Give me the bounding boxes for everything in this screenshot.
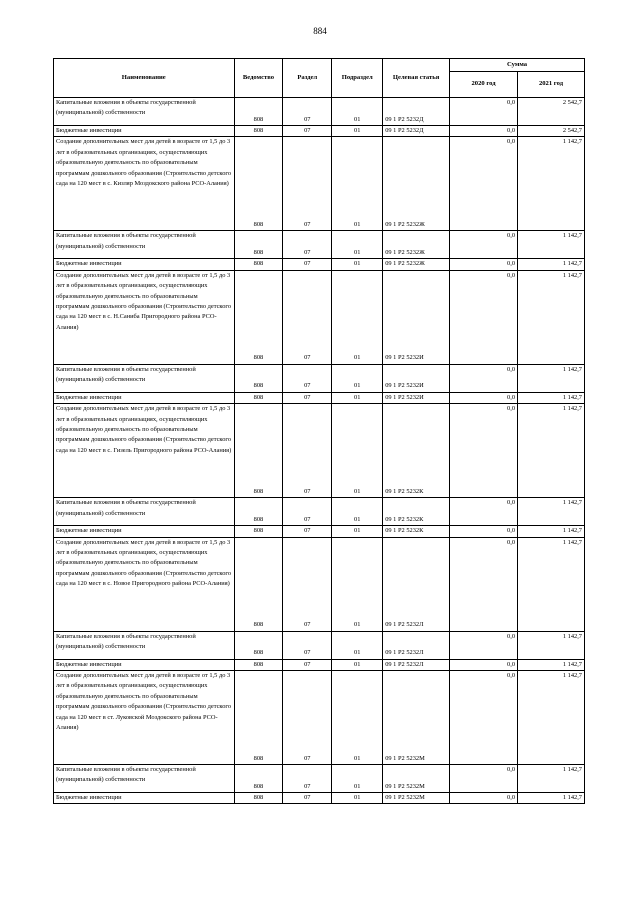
cell-razdel: 07 (283, 259, 332, 270)
cell-2020: 0,0 (450, 231, 518, 259)
cell-razdel: 07 (283, 270, 332, 364)
cell-name: Создание дополнительных мест для детей в возрасте от 1,5 до 3 лет в образовательных организациях, осуществляющих образовательную деятельность по образовательным программам дошкольного образования (Строительство детского сада на 120 мест в с. Новое Пригородного района РСО-Алания) (54, 537, 235, 631)
table-row (54, 765, 585, 793)
cell-2020: 0,0 (450, 631, 518, 659)
cell-razdel: 07 (283, 765, 332, 793)
table-row (54, 793, 585, 804)
cell-podrazdel: 01 (332, 231, 383, 259)
cell-vedomstvo: 808 (234, 259, 283, 270)
cell-vedomstvo: 808 (234, 364, 283, 392)
table-row (54, 404, 585, 498)
cell-2021: 1 142,7 (518, 526, 585, 537)
table-row (54, 392, 585, 403)
cell-target-article: 09 1 P2 5232Ж (383, 137, 450, 231)
cell-name: Создание дополнительных мест для детей в возрасте от 1,5 до 3 лет в образовательных организациях, осуществляющих образовательную деятельность по образовательным программам дошкольного образования (Строительство детского сада на 120 мест в ст. Луковской Моздокского района РСО-Алания) (54, 671, 235, 765)
cell-2020: 0,0 (450, 98, 518, 126)
cell-2020: 0,0 (450, 793, 518, 804)
cell-razdel: 07 (283, 404, 332, 498)
cell-podrazdel: 01 (332, 498, 383, 526)
cell-razdel: 07 (283, 137, 332, 231)
table-row (54, 631, 585, 659)
cell-vedomstvo: 808 (234, 631, 283, 659)
cell-name: Создание дополнительных мест для детей в возрасте от 1,5 до 3 лет в образовательных организациях, осуществляющих образовательную деятельность по образовательным программам дошкольного образования (Строительство детского сада на 120 мест в с. Н.Саниба Пригородного района РСО-Алания) (54, 270, 235, 364)
cell-2021: 1 142,7 (518, 231, 585, 259)
cell-vedomstvo: 808 (234, 659, 283, 670)
cell-2021: 1 142,7 (518, 671, 585, 765)
table-row (54, 498, 585, 526)
cell-podrazdel: 01 (332, 392, 383, 403)
cell-podrazdel: 01 (332, 537, 383, 631)
cell-2020: 0,0 (450, 392, 518, 403)
cell-podrazdel: 01 (332, 137, 383, 231)
header-razdel: Раздел (283, 59, 332, 98)
cell-2021: 1 142,7 (518, 259, 585, 270)
cell-2021: 1 142,7 (518, 659, 585, 670)
cell-name: Капитальные вложения в объекты государственной (муниципальной) собственности (54, 765, 235, 793)
cell-name: Бюджетные инвестиции (54, 659, 235, 670)
cell-target-article: 09 1 P2 5232Л (383, 631, 450, 659)
cell-vedomstvo: 808 (234, 537, 283, 631)
cell-target-article: 09 1 P2 5232М (383, 793, 450, 804)
table-row (54, 270, 585, 364)
cell-target-article: 09 1 P2 5232Ж (383, 259, 450, 270)
cell-podrazdel: 01 (332, 270, 383, 364)
cell-name: Создание дополнительных мест для детей в возрасте от 1,5 до 3 лет в образовательных организациях, осуществляющих образовательную деятельность по образовательным программам дошкольного образования (Строительство детского сада на 120 мест в с. Кизляр Моздокского района РСО-Алания) (54, 137, 235, 231)
cell-vedomstvo: 808 (234, 270, 283, 364)
cell-name: Капитальные вложения в объекты государственной (муниципальной) собственности (54, 364, 235, 392)
cell-2020: 0,0 (450, 404, 518, 498)
table-row (54, 526, 585, 537)
cell-razdel: 07 (283, 793, 332, 804)
table-row (54, 259, 585, 270)
table-body (54, 98, 585, 804)
cell-razdel: 07 (283, 537, 332, 631)
cell-2020: 0,0 (450, 270, 518, 364)
cell-vedomstvo: 808 (234, 765, 283, 793)
cell-name: Капитальные вложения в объекты государственной (муниципальной) собственности (54, 98, 235, 126)
cell-podrazdel: 01 (332, 526, 383, 537)
header-2020: 2020 год (450, 72, 518, 98)
cell-razdel: 07 (283, 671, 332, 765)
cell-podrazdel: 01 (332, 364, 383, 392)
cell-target-article: 09 1 P2 5232К (383, 404, 450, 498)
cell-target-article: 09 1 P2 5232Л (383, 659, 450, 670)
cell-2021: 1 142,7 (518, 765, 585, 793)
cell-name: Бюджетные инвестиции (54, 392, 235, 403)
header-summa: Сумма (450, 59, 585, 72)
cell-podrazdel: 01 (332, 98, 383, 126)
cell-razdel: 07 (283, 364, 332, 392)
cell-2021: 1 142,7 (518, 137, 585, 231)
cell-target-article: 09 1 P2 5232И (383, 270, 450, 364)
header-podrazdel: Подраздел (332, 59, 383, 98)
header-target-article: Целевая статья (383, 59, 450, 98)
table-row (54, 537, 585, 631)
cell-vedomstvo: 808 (234, 793, 283, 804)
header-2021: 2021 год (518, 72, 585, 98)
cell-2020: 0,0 (450, 259, 518, 270)
cell-2021: 1 142,7 (518, 364, 585, 392)
cell-name: Бюджетные инвестиции (54, 126, 235, 137)
cell-2020: 0,0 (450, 659, 518, 670)
cell-2021: 1 142,7 (518, 793, 585, 804)
cell-2020: 0,0 (450, 671, 518, 765)
header-name: Наименование (54, 59, 235, 98)
cell-2020: 0,0 (450, 364, 518, 392)
cell-name: Бюджетные инвестиции (54, 259, 235, 270)
cell-2021: 2 542,7 (518, 98, 585, 126)
table-row (54, 364, 585, 392)
cell-podrazdel: 01 (332, 126, 383, 137)
cell-target-article: 09 1 P2 5232М (383, 671, 450, 765)
cell-name: Создание дополнительных мест для детей в возрасте от 1,5 до 3 лет в образовательных организациях, осуществляющих образовательную деятельность по образовательным программам дошкольного образования (Строительство детского сада на 120 мест в с. Гизель Пригородного района РСО-Алания) (54, 404, 235, 498)
cell-podrazdel: 01 (332, 671, 383, 765)
cell-target-article: 09 1 P2 5232И (383, 392, 450, 403)
cell-podrazdel: 01 (332, 259, 383, 270)
cell-vedomstvo: 808 (234, 98, 283, 126)
cell-2021: 1 142,7 (518, 270, 585, 364)
table-row (54, 98, 585, 126)
table-row (54, 137, 585, 231)
cell-target-article: 09 1 P2 5232К (383, 526, 450, 537)
cell-2020: 0,0 (450, 765, 518, 793)
cell-2020: 0,0 (450, 126, 518, 137)
cell-2020: 0,0 (450, 526, 518, 537)
cell-target-article: 09 1 P2 5232М (383, 765, 450, 793)
budget-table (53, 58, 585, 804)
cell-2021: 1 142,7 (518, 392, 585, 403)
cell-name: Бюджетные инвестиции (54, 793, 235, 804)
cell-target-article: 09 1 P2 5232И (383, 364, 450, 392)
cell-razdel: 07 (283, 526, 332, 537)
cell-razdel: 07 (283, 126, 332, 137)
table-row (54, 126, 585, 137)
cell-vedomstvo: 808 (234, 671, 283, 765)
cell-razdel: 07 (283, 631, 332, 659)
cell-podrazdel: 01 (332, 631, 383, 659)
cell-razdel: 07 (283, 231, 332, 259)
cell-podrazdel: 01 (332, 659, 383, 670)
cell-vedomstvo: 808 (234, 231, 283, 259)
header-vedomstvo: Ведомство (234, 59, 283, 98)
cell-vedomstvo: 808 (234, 126, 283, 137)
cell-2021: 2 542,7 (518, 126, 585, 137)
table-row (54, 231, 585, 259)
table-row (54, 671, 585, 765)
cell-name: Бюджетные инвестиции (54, 526, 235, 537)
cell-name: Капитальные вложения в объекты государственной (муниципальной) собственности (54, 498, 235, 526)
cell-2020: 0,0 (450, 498, 518, 526)
cell-2021: 1 142,7 (518, 404, 585, 498)
cell-2021: 1 142,7 (518, 537, 585, 631)
page-number: 884 (313, 26, 327, 36)
cell-target-article: 09 1 P2 5232К (383, 498, 450, 526)
cell-target-article: 09 1 P2 5232Д (383, 98, 450, 126)
cell-podrazdel: 01 (332, 793, 383, 804)
cell-razdel: 07 (283, 392, 332, 403)
cell-2021: 1 142,7 (518, 498, 585, 526)
cell-2021: 1 142,7 (518, 631, 585, 659)
cell-razdel: 07 (283, 659, 332, 670)
table-row (54, 659, 585, 670)
cell-razdel: 07 (283, 498, 332, 526)
cell-2020: 0,0 (450, 537, 518, 631)
cell-2020: 0,0 (450, 137, 518, 231)
cell-target-article: 09 1 P2 5232Д (383, 126, 450, 137)
cell-vedomstvo: 808 (234, 404, 283, 498)
cell-podrazdel: 01 (332, 765, 383, 793)
cell-vedomstvo: 808 (234, 498, 283, 526)
cell-target-article: 09 1 P2 5232Л (383, 537, 450, 631)
cell-vedomstvo: 808 (234, 137, 283, 231)
cell-podrazdel: 01 (332, 404, 383, 498)
cell-target-article: 09 1 P2 5232Ж (383, 231, 450, 259)
cell-name: Капитальные вложения в объекты государственной (муниципальной) собственности (54, 231, 235, 259)
cell-name: Капитальные вложения в объекты государственной (муниципальной) собственности (54, 631, 235, 659)
cell-razdel: 07 (283, 98, 332, 126)
cell-vedomstvo: 808 (234, 392, 283, 403)
cell-vedomstvo: 808 (234, 526, 283, 537)
